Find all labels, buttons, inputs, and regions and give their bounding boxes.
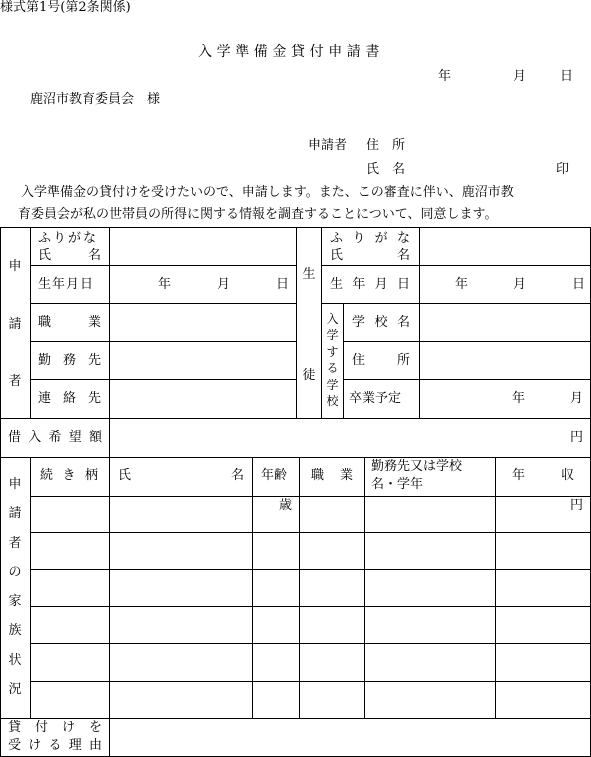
applicant-workplace-input[interactable] <box>110 342 295 379</box>
form-title: 入学準備金貸付申請書 <box>198 44 384 60</box>
applicant-contact-label: 連 絡 先 <box>38 391 101 406</box>
family-row[interactable] <box>31 607 590 643</box>
school-section-label: 入 学 す る 学 校 <box>326 312 339 408</box>
addressee: 鹿沼市教育委員会 様 <box>30 92 161 107</box>
family-row[interactable] <box>31 533 590 569</box>
graduation-year-unit: 年 <box>512 391 526 406</box>
statement-line-1: 入学準備金の貸付けを受けたいので、申請します。また、この審査に伴い、鹿沼市教 <box>8 185 514 200</box>
applicant-label: 申請者 <box>308 138 348 153</box>
graduation-label: 卒業予定 <box>349 391 402 406</box>
family-job-header: 職 業 <box>311 468 353 483</box>
school-address-input[interactable] <box>420 342 589 379</box>
statement-line-2: 育委員会が私の世帯員の所得に関する情報を調査することについて、同意します。 <box>18 207 498 222</box>
applicant-name-label: 氏 名 <box>366 162 406 177</box>
student-birth-month-unit: 月 <box>513 277 527 292</box>
school-address-label: 住 所 <box>352 353 410 368</box>
applicant-birth-label: 生年月日 <box>38 277 95 292</box>
student-section-label: 生 徒 <box>302 267 316 383</box>
applicant-name-input[interactable] <box>110 228 295 265</box>
applicant-job-input[interactable] <box>110 304 295 341</box>
family-workplace-header-line2: 名・学年 <box>371 477 424 492</box>
applicant-workplace-label: 勤 務 先 <box>38 353 101 368</box>
family-name-header: 氏 名 <box>118 468 244 483</box>
family-income-unit: 円 <box>570 498 584 513</box>
student-birth-day-unit: 日 <box>572 277 586 292</box>
applicant-job-label: 職 業 <box>38 315 101 330</box>
date-month-label: 月 <box>513 69 527 84</box>
applicant-birth-year-unit: 年 <box>158 277 172 292</box>
applicant-name-field-label: 氏 名 <box>38 248 101 263</box>
school-name-label: 学 校 名 <box>352 315 410 330</box>
applicant-birth-month-unit: 月 <box>217 277 231 292</box>
date-day-label: 日 <box>560 69 574 84</box>
family-age-unit: 歳 <box>279 498 293 513</box>
date-year-label: 年 <box>438 69 452 84</box>
family-row[interactable] <box>31 682 590 718</box>
student-furigana-label: ふ り が な <box>330 231 410 246</box>
family-age-header: 年齢 <box>261 468 288 483</box>
reason-label-line2: 受 け る 理 由 <box>8 738 102 753</box>
reason-input[interactable] <box>110 719 589 755</box>
applicant-section-label: 申 請 者 <box>8 259 22 389</box>
applicant-contact-input[interactable] <box>110 380 295 417</box>
seal-label: 印 <box>556 162 570 177</box>
student-name-field-label: 氏 名 <box>330 248 410 263</box>
family-row[interactable] <box>31 497 590 532</box>
reason-label-line1: 貸 付 け を <box>8 720 102 735</box>
family-row[interactable] <box>31 570 590 606</box>
loan-amount-input[interactable] <box>110 419 560 456</box>
loan-amount-label: 借 入 希 望 額 <box>8 430 102 445</box>
student-name-input[interactable] <box>420 228 589 265</box>
family-workplace-header-line1: 勤務先又は学校 <box>371 459 463 474</box>
graduation-month-unit: 月 <box>570 391 584 406</box>
applicant-birth-day-unit: 日 <box>276 277 290 292</box>
loan-amount-unit: 円 <box>570 430 584 445</box>
applicant-furigana-label: ふりがな <box>38 231 99 246</box>
applicant-address-label: 住 所 <box>366 138 406 153</box>
form-number: 様式第1号(第2条関係) <box>0 0 131 15</box>
student-birth-label: 生 年 月 日 <box>330 277 410 292</box>
family-section-label: 申 請 者 の 家 族 状 況 <box>8 477 22 697</box>
family-row[interactable] <box>31 644 590 681</box>
student-birth-year-unit: 年 <box>455 277 469 292</box>
family-income-header: 年 収 <box>512 468 574 483</box>
school-name-input[interactable] <box>420 304 589 341</box>
family-relation-header: 続 き 柄 <box>40 468 98 483</box>
